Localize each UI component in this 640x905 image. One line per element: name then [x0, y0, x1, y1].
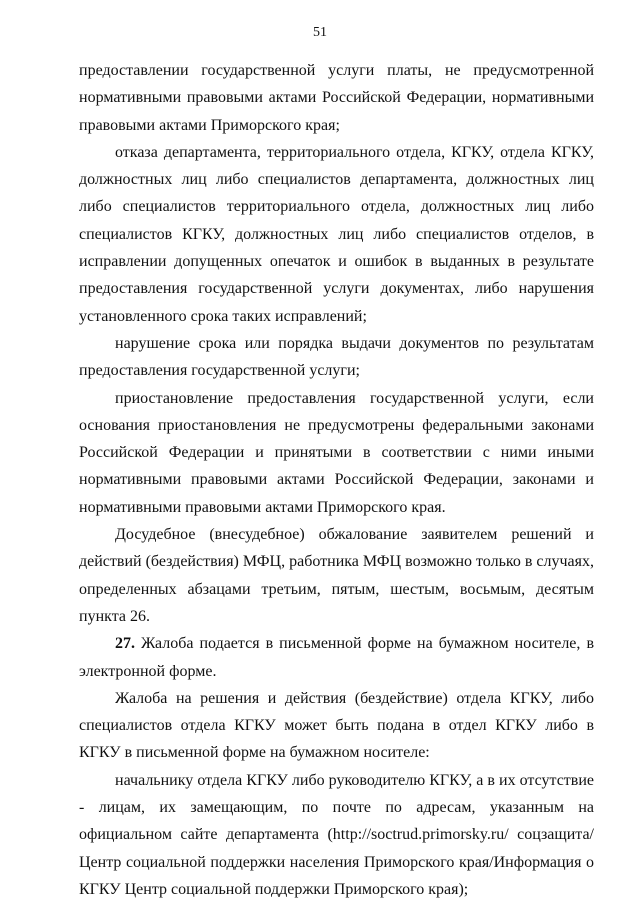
paragraph-mfc-appeal: Досудебное (внесудебное) обжалование заявителем решений и действий (бездействия) МФЦ, работника МФЦ возможно только в случаях, определенных абзацами третьим, пятым, шестым, восьмым, десятым пункта 26.	[79, 526, 594, 625]
paragraph-fee-continuation: предоставлении государственной услуги платы, не предусмотренной нормативными правовыми актами Российской Федерации, нормативными правовыми актами Приморского края;	[79, 62, 594, 134]
item-number: 27.	[115, 635, 135, 653]
paragraph-suspension: приостановление предоставления государственной услуги, если основания приостановления не предусмотрены федеральными законами Российской Федерации и принятыми в соответствии с ними иными нормативными правовыми актами Российской Федерации, законами и нормативными правовыми актами Приморского края.	[79, 389, 594, 516]
page-number: 51	[313, 25, 327, 40]
paragraph-refusal-correction: отказа департамента, территориального отдела, КГКУ, отдела КГКУ, должностных лиц либо специалистов департамента, должностных лиц либо специалистов территориального отдела, должностных лиц либо специалистов КГКУ, должностных лиц либо специалистов отделов, в исправлении допущенных опечаток и ошибок в выданных в результате предоставления государственной услуги документах, либо нарушения установленного срока таких исправлений;	[79, 143, 594, 325]
item-text: Жалоба подается в письменной форме на бумажном носителе, в электронной форме.	[79, 635, 594, 680]
paragraph-complaint-department: Жалоба на решения и действия (бездействие) отдела КГКУ, либо специалистов отдела КГКУ может быть подана в отдел КГКУ либо в КГКУ в письменной форме на бумажном носителе:	[79, 689, 594, 762]
paragraph-item-27	[79, 630, 594, 685]
paragraph-issuance-violation: нарушение срока или порядка выдачи документов по результатам предоставления государственной услуги;	[79, 334, 594, 380]
document-body	[79, 57, 594, 903]
paragraph-complaint-head: начальнику отдела КГКУ либо руководителю КГКУ, а в их отсутствие - лицам, их замещающим, по почте по адресам, указанным на официальном сайте департамента (http://soctrud.primorsky.ru/ соцзащита/Центр социальной поддержки населения Приморского края/Информация о КГКУ Центр социальной поддержки Приморского края);	[79, 771, 594, 898]
